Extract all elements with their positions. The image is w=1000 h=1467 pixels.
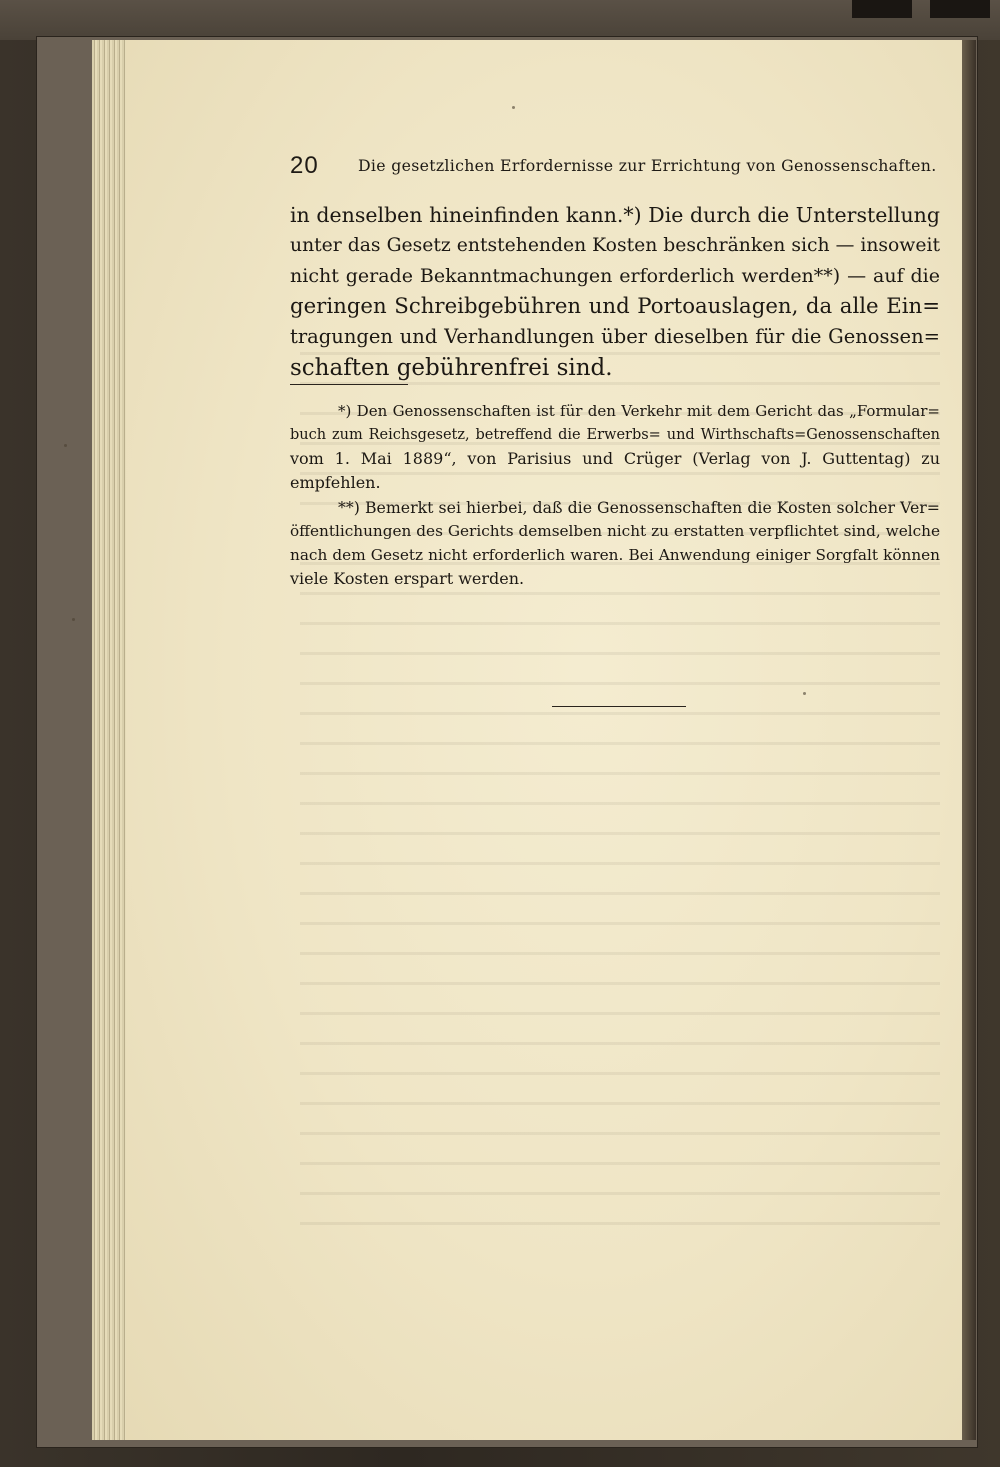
footnote-2 — [290, 496, 940, 590]
body-line: nicht gerade Bekanntmachungen erforderlich werden**) — auf die — [290, 265, 940, 288]
body-line: schaften gebührenfrei sind. — [290, 354, 613, 381]
paper-speck — [72, 618, 75, 621]
paper-speck — [64, 444, 67, 447]
body-line: tragungen und Verhandlungen über dieselben für die Genossen= — [290, 325, 940, 349]
footnotes — [290, 400, 940, 593]
body-paragraph — [290, 200, 940, 384]
paper-speck — [512, 106, 515, 109]
footnote-line: viele Kosten erspart werden. — [290, 569, 525, 589]
footnote-line: vom 1. Mai 1889“, von Parisius und Crüger (Verlag von J. Guttentag) zu — [290, 449, 940, 469]
footnote-line: empfehlen. — [290, 472, 381, 492]
footnote-line: *) Den Genossenschaften ist für den Verkehr mit dem Gericht das „Formular= — [338, 402, 940, 420]
body-line: unter das Gesetz entstehenden Kosten beschränken sich — insoweit — [290, 234, 940, 256]
body-line: geringen Schreibgebühren und Portoauslagen, da alle Ein= — [290, 293, 940, 319]
footnote-line: öffentlichungen des Gerichts demselben nicht zu erstatten verpflichtet sind, welche — [290, 521, 940, 540]
end-rule — [552, 706, 686, 707]
page-header — [290, 152, 940, 192]
page-number: 20 — [290, 152, 319, 179]
footnote-line: buch zum Reichsgesetz, betreffend die Erwerbs= und Wirthschafts=Genossenschaften — [290, 426, 940, 443]
paper-speck — [803, 692, 806, 695]
footnote-1 — [290, 400, 940, 494]
page-right-edge — [962, 40, 976, 1440]
body-line: in denselben hineinfinden kann.*) Die durch die Unterstellung — [290, 203, 940, 227]
footnote-line: **) Bemerkt sei hierbei, daß die Genossenschaften die Kosten solcher Ver= — [338, 498, 940, 518]
footnote-line: nach dem Gesetz nicht erforderlich waren. Bei Anwendung einiger Sorgfalt können — [290, 545, 940, 564]
scan-top-band — [0, 0, 1000, 40]
scan-clip-right — [930, 0, 990, 18]
scan-clip-left — [852, 0, 912, 18]
running-head: Die gesetzlichen Erfordernisse zur Errichtung von Genossenschaften. — [358, 156, 937, 175]
footnote-separator — [290, 384, 408, 385]
